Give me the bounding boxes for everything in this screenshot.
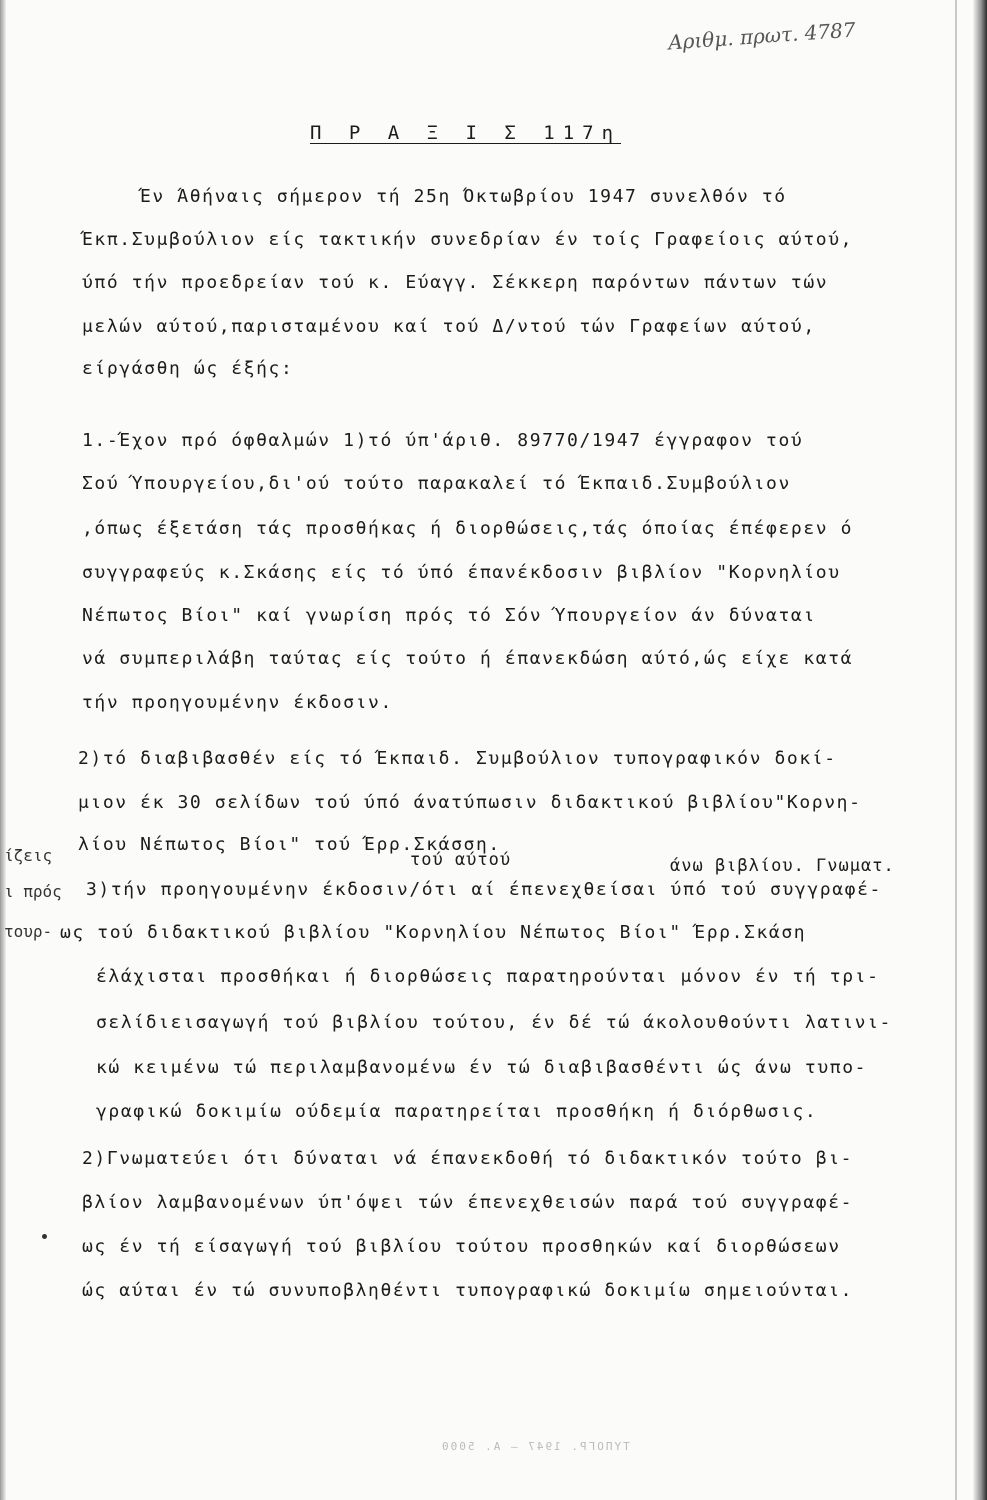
section3-line: ώς αύται έν τώ συνυποβληθέντι τυπογραφικώ δοκιμίω σημειούνται. bbox=[82, 1280, 854, 1301]
correction-continuation: άνω βιβλίου. Γνωματ. bbox=[670, 856, 895, 876]
intro-line: μελών αύτού,παρισταμένου καί τού Δ/ντού τών Γραφείων αύτού, bbox=[82, 316, 816, 337]
section1-line: νά συμπεριλάβη ταύτας είς τούτο ή έπανεκδώση αύτό,ώς είχε κατά bbox=[82, 648, 854, 669]
section1-line: τήν προηγουμένην έκδοσιν. bbox=[82, 692, 393, 713]
section1-line: μιον έκ 30 σελίδων τού ύπό άνατύπωσιν διδακτικού βιβλίου"Κορνη- bbox=[78, 792, 862, 813]
section3-line: γραφικώ δοκιμίω ούδεμία παρατηρείται προσθήκη ή διόρθωσις. bbox=[96, 1101, 818, 1122]
intro-line: Έν Άθήναις σήμερον τή 25η Όκτωβρίου 1947 συνελθόν τό bbox=[140, 186, 787, 207]
section3-line: ως τού διδακτικού βιβλίου "Κορνηλίου Νέπωτος Βίοι" Έρρ.Σκάση bbox=[60, 922, 807, 943]
section1-line: Σού Ύπουργείου,δι'ού τούτο παρακαλεί τό Έκπαιδ.Συμβούλιον bbox=[82, 473, 791, 494]
handwritten-protocol-number: Αριθμ. πρωτ. 4787 bbox=[667, 17, 857, 55]
ink-dot bbox=[42, 1234, 47, 1239]
bleed-through-stamp: ΤΥΠΟΓΡ. 1947 — Α. 5000 bbox=[440, 1440, 630, 1453]
correction-insert: τού αύτού bbox=[410, 850, 512, 870]
section3-line: ως έν τή είσαγωγή τού βιβλίου τούτου προσθηκών καί διορθώσεων bbox=[82, 1236, 841, 1257]
margin-note: τουρ- bbox=[4, 922, 53, 941]
section1-line: ,όπως έξετάση τάς προσθήκας ή διορθώσεις,τάς όποίας έπέφερεν ό bbox=[82, 518, 854, 539]
intro-line: Έκπ.Συμβούλιον είς τακτικήν συνεδρίαν έν τοίς Γραφείοις αύτού, bbox=[82, 229, 854, 250]
page-right-edge bbox=[973, 0, 987, 1500]
page-fold-line bbox=[955, 0, 957, 1500]
margin-note: ι πρός bbox=[4, 882, 62, 901]
section1-line: λίου Νέπωτος Βίοι" τού Έρρ.Σκάσση. bbox=[78, 834, 501, 855]
section1-line: Νέπωτος Βίοι" καί γνωρίση πρός τό Σόν Ύπουργείον άν δύναται bbox=[82, 605, 816, 626]
page-left-edge bbox=[0, 0, 6, 1500]
section1-line: 1.-Έχον πρό όφθαλμών 1)τό ύπ'άριθ. 89770/1947 έγγραφον τού bbox=[82, 430, 804, 451]
section3-line: βλίον λαμβανομένων ύπ'όψει τών έπενεχθεισών παρά τού συγγραφέ- bbox=[82, 1192, 854, 1213]
section3-line: 3)τήν προηγουμένην έκδοσιν/ότι αί έπενεχθείσαι ύπό τού συγγραφέ- bbox=[86, 879, 882, 900]
section1-line: συγγραφεύς κ.Σκάσης είς τό ύπό έπανέκδοσιν βιβλίον "Κορνηλίου bbox=[82, 562, 841, 583]
section3-line: 2)Γνωματεύει ότι δύναται νά έπανεκδοθή τό διδακτικόν τούτο βι- bbox=[82, 1148, 854, 1169]
document-title: Π Ρ Α Ξ Ι Σ 117η bbox=[310, 122, 622, 144]
intro-line: ύπό τήν προεδρείαν τού κ. Εύαγγ. Σέκκερη παρόντων πάντων τών bbox=[82, 272, 829, 293]
intro-line: είργάσθη ώς έξής: bbox=[82, 358, 294, 379]
section3-line: κώ κειμένω τώ περιλαμβανομένω έν τώ διαβιβασθέντι ώς άνω τυπο- bbox=[96, 1057, 868, 1078]
section3-line: σελίδιεισαγωγή τού βιβλίου τούτου, έν δέ τώ άκολουθούντι λατινι- bbox=[96, 1012, 892, 1033]
section1-line: 2)τό διαβιβασθέν είς τό Έκπαιδ. Συμβούλιον τυπογραφικόν δοκί- bbox=[78, 748, 837, 769]
margin-note: ίζεις bbox=[4, 846, 53, 865]
section3-line: έλάχισται προσθήκαι ή διορθώσεις παρατηρούνται μόνον έν τή τρι- bbox=[96, 966, 880, 987]
